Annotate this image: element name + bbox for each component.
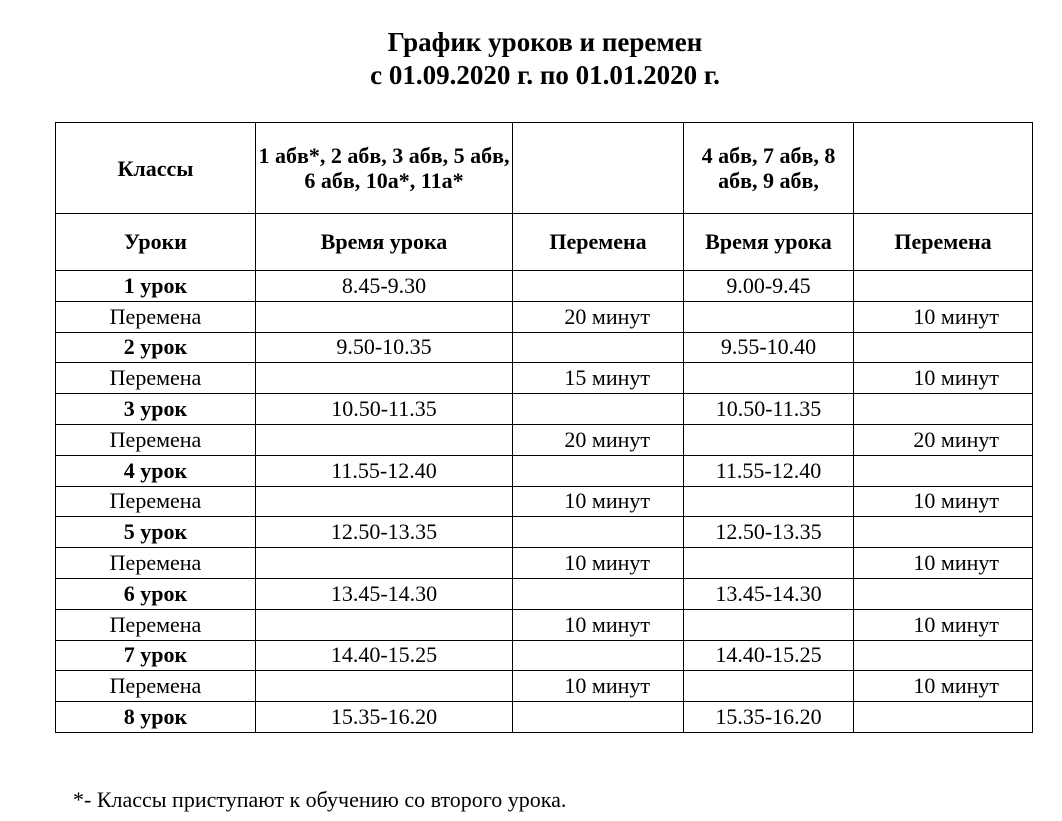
table-row	[56, 702, 1033, 733]
lesson-time-2-cell	[684, 609, 854, 640]
break-duration-2-cell	[854, 640, 1033, 671]
break-duration-2-cell	[854, 455, 1033, 486]
lesson-time-1-cell: 11.55-12.40	[256, 455, 513, 486]
schedule-table-body	[56, 123, 1033, 733]
lesson-time-2-cell: 15.35-16.20	[684, 702, 854, 733]
row-label: 4 урок	[56, 455, 256, 486]
break-duration-2-cell	[854, 702, 1033, 733]
table-row	[56, 332, 1033, 363]
header-classes-label: Классы	[56, 123, 256, 214]
row-label: Перемена	[56, 486, 256, 517]
lesson-time-2-cell	[684, 363, 854, 394]
break-duration-1-cell: 20 минут	[513, 424, 684, 455]
lesson-time-1-cell	[256, 363, 513, 394]
break-duration-1-cell	[513, 332, 684, 363]
break-duration-1-cell: 20 минут	[513, 301, 684, 332]
break-duration-1-cell: 15 минут	[513, 363, 684, 394]
break-duration-1-cell	[513, 394, 684, 425]
table-row	[56, 424, 1033, 455]
row-label: Перемена	[56, 301, 256, 332]
lesson-time-1-cell: 15.35-16.20	[256, 702, 513, 733]
footnote: *- Классы приступают к обучению со второго урока.	[73, 787, 567, 812]
table-row	[56, 271, 1033, 302]
lesson-time-1-cell	[256, 301, 513, 332]
lesson-time-1-cell: 10.50-11.35	[256, 394, 513, 425]
lesson-time-2-cell: 9.00-9.45	[684, 271, 854, 302]
lesson-time-1-cell	[256, 609, 513, 640]
break-duration-2-cell	[854, 517, 1033, 548]
header-break-2: Перемена	[854, 214, 1033, 271]
break-duration-1-cell	[513, 578, 684, 609]
lesson-time-2-cell: 12.50-13.35	[684, 517, 854, 548]
break-duration-1-cell: 10 минут	[513, 486, 684, 517]
row-label: Перемена	[56, 363, 256, 394]
break-duration-2-cell: 10 минут	[854, 548, 1033, 579]
break-duration-1-cell	[513, 640, 684, 671]
break-duration-1-cell	[513, 517, 684, 548]
lesson-time-1-cell: 14.40-15.25	[256, 640, 513, 671]
row-label: Перемена	[56, 424, 256, 455]
header-row-columns	[56, 214, 1033, 271]
table-row	[56, 671, 1033, 702]
lesson-time-1-cell	[256, 486, 513, 517]
document-date-range: с 01.09.2020 г. по 01.01.2020 г.	[370, 60, 720, 90]
row-label: Перемена	[56, 671, 256, 702]
row-label: 6 урок	[56, 578, 256, 609]
lesson-time-1-cell: 8.45-9.30	[256, 271, 513, 302]
lesson-time-2-cell: 11.55-12.40	[684, 455, 854, 486]
break-duration-2-cell: 10 минут	[854, 609, 1033, 640]
header-blank-1	[513, 123, 684, 214]
row-label: 2 урок	[56, 332, 256, 363]
header-lesson-time-1: Время урока	[256, 214, 513, 271]
lesson-time-2-cell: 10.50-11.35	[684, 394, 854, 425]
lesson-time-2-cell	[684, 548, 854, 579]
header-row-classes	[56, 123, 1033, 214]
lesson-time-2-cell	[684, 301, 854, 332]
lesson-time-2-cell: 9.55-10.40	[684, 332, 854, 363]
break-duration-2-cell	[854, 332, 1033, 363]
break-duration-1-cell	[513, 455, 684, 486]
break-duration-1-cell: 10 минут	[513, 548, 684, 579]
break-duration-1-cell	[513, 702, 684, 733]
lesson-time-1-cell: 12.50-13.35	[256, 517, 513, 548]
break-duration-2-cell: 10 минут	[854, 486, 1033, 517]
table-row	[56, 578, 1033, 609]
table-row	[56, 301, 1033, 332]
row-label: 8 урок	[56, 702, 256, 733]
row-label: 5 урок	[56, 517, 256, 548]
header-class-group-2: 4 абв, 7 абв, 8 абв, 9 абв,	[684, 123, 854, 214]
table-row	[56, 455, 1033, 486]
break-duration-2-cell: 10 минут	[854, 301, 1033, 332]
break-duration-2-cell	[854, 271, 1033, 302]
break-duration-2-cell: 20 минут	[854, 424, 1033, 455]
table-row	[56, 363, 1033, 394]
lesson-time-2-cell: 13.45-14.30	[684, 578, 854, 609]
break-duration-2-cell	[854, 394, 1033, 425]
document-title: График уроков и перемен	[387, 27, 703, 57]
table-row	[56, 517, 1033, 548]
lesson-time-2-cell	[684, 671, 854, 702]
row-label: Перемена	[56, 609, 256, 640]
row-label: 3 урок	[56, 394, 256, 425]
break-duration-1-cell: 10 минут	[513, 609, 684, 640]
schedule-table	[55, 122, 1033, 733]
lesson-time-2-cell	[684, 424, 854, 455]
lesson-time-1-cell	[256, 671, 513, 702]
header-class-group-1: 1 абв*, 2 абв, 3 абв, 5 абв, 6 абв, 10а*, 11а*	[256, 123, 513, 214]
row-label: 1 урок	[56, 271, 256, 302]
table-row	[56, 640, 1033, 671]
lesson-time-1-cell: 9.50-10.35	[256, 332, 513, 363]
row-label: 7 урок	[56, 640, 256, 671]
row-label: Перемена	[56, 548, 256, 579]
header-lesson-time-2: Время урока	[684, 214, 854, 271]
lesson-time-1-cell	[256, 424, 513, 455]
table-row	[56, 486, 1033, 517]
header-break-1: Перемена	[513, 214, 684, 271]
break-duration-1-cell: 10 минут	[513, 671, 684, 702]
header-lessons: Уроки	[56, 214, 256, 271]
break-duration-1-cell	[513, 271, 684, 302]
break-duration-2-cell: 10 минут	[854, 671, 1033, 702]
table-row	[56, 394, 1033, 425]
break-duration-2-cell	[854, 578, 1033, 609]
break-duration-2-cell: 10 минут	[854, 363, 1033, 394]
lesson-time-2-cell	[684, 486, 854, 517]
table-row	[56, 609, 1033, 640]
header-blank-2	[854, 123, 1033, 214]
lesson-time-2-cell: 14.40-15.25	[684, 640, 854, 671]
table-row	[56, 548, 1033, 579]
lesson-time-1-cell	[256, 548, 513, 579]
lesson-time-1-cell: 13.45-14.30	[256, 578, 513, 609]
